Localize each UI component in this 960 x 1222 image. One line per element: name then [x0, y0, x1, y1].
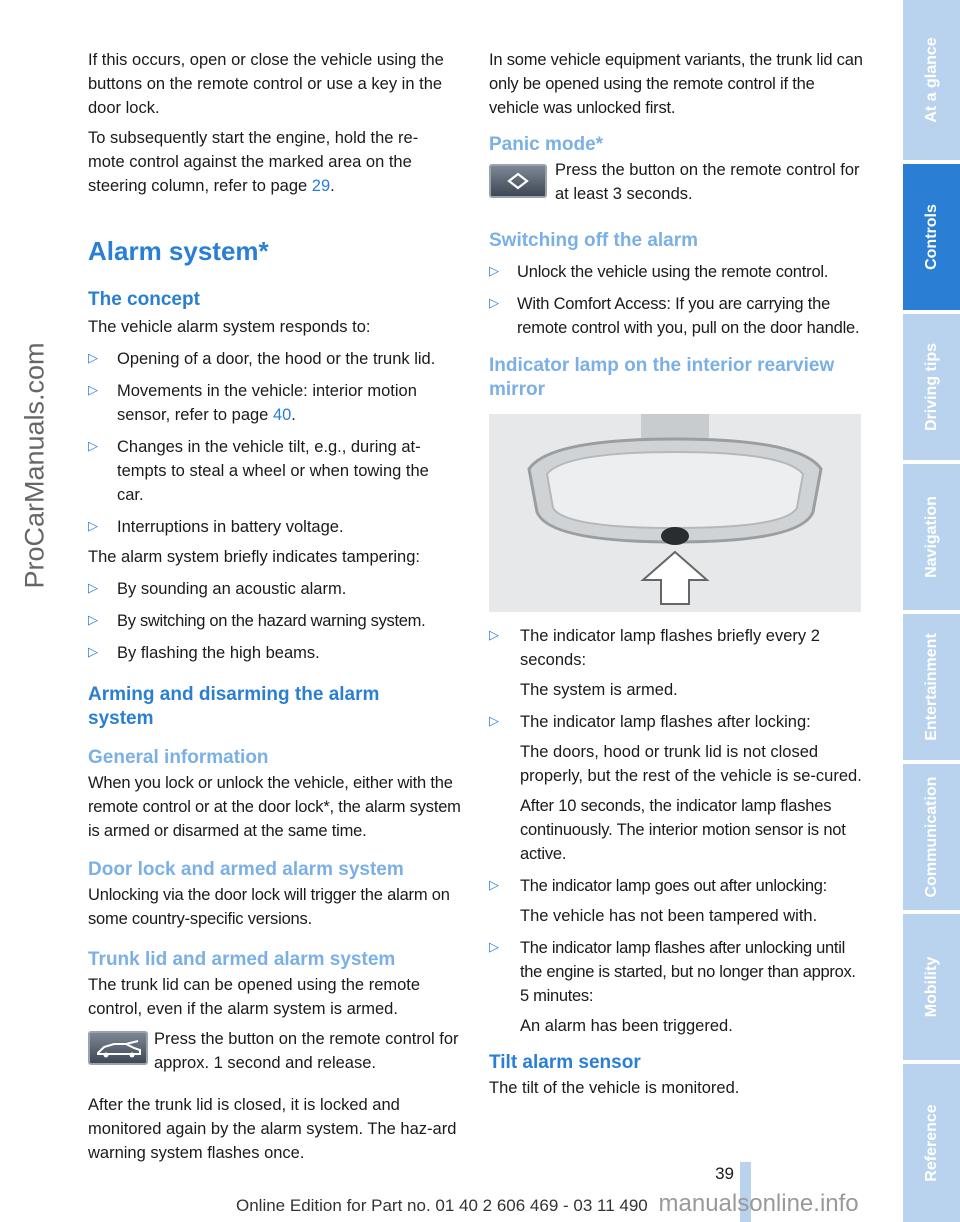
list-item [88, 609, 464, 633]
heading-indicator-lamp: Indicator lamp on the interior rearview mirror [489, 355, 835, 400]
list-item [88, 641, 464, 665]
intro-paragraph: If this occurs, open or close the vehicle using the buttons on the remote control or use a key in the door lock. [88, 51, 444, 117]
bullet-icon: ▷ [88, 518, 98, 533]
tab-communication[interactable]: Communication [903, 764, 960, 910]
left-column [88, 48, 464, 1165]
mirror-figure [489, 414, 861, 612]
panic-button-image [489, 164, 547, 198]
list-item-text: With Comfort Access: If you are carrying the remote control with you, pull on the door handle. [517, 295, 860, 337]
intro2-line1: To subsequently start the engine, hold the re- [88, 129, 419, 147]
tilt-text: The tilt of the vehicle is monitored. [489, 1079, 740, 1097]
list-item [88, 379, 464, 427]
list-item-text: Interruptions in battery voltage. [117, 518, 344, 536]
heading-arming: Arming and disarming the alarm system [88, 684, 380, 729]
trunk-button-row [88, 1027, 464, 1083]
panic-text: Press the button on the remote control for at least 3 seconds. [555, 161, 860, 203]
tab-entertainment[interactable]: Entertainment [903, 614, 960, 760]
list-item-text: The indicator lamp goes out after unlocking: [520, 877, 827, 895]
bullet-icon: ▷ [88, 644, 98, 659]
tamper-list [88, 577, 464, 665]
tamper-text: The alarm system briefly indicates tampering: [88, 548, 420, 566]
tab-at-a-glance[interactable]: At a glance [903, 0, 960, 160]
watermark: ProCarManuals.com [19, 342, 50, 589]
variants-text: In some vehicle equipment variants, the trunk lid can only be opened using the remote control if the vehicle was unlocked first. [489, 51, 863, 117]
general-text: When you lock or unlock the vehicle, either with the remote control or at the door lock*, the alarm system is armed or disarmed at the same time. [88, 774, 461, 840]
list-item-text: Movements in the vehicle: interior motion sensor, refer to page 40. [117, 382, 417, 424]
concept-text: The vehicle alarm system responds to: [88, 318, 371, 336]
tab-controls[interactable]: Controls [903, 164, 960, 310]
panic-icon [491, 166, 545, 196]
rearview-mirror-illustration [489, 414, 861, 612]
heading-door-lock: Door lock and armed alarm system [88, 859, 404, 880]
list-item [489, 874, 863, 928]
heading-trunk-lid: Trunk lid and armed alarm system [88, 949, 396, 970]
list-item-text: The indicator lamp flashes after locking: [520, 713, 811, 731]
intro2-line3: steering column, refer to page [88, 177, 312, 195]
list-item-subtext: The system is armed. [520, 681, 678, 699]
intro2-line2: mote control against the marked area on the [88, 153, 412, 171]
list-item [88, 435, 464, 507]
bullet-icon: ▷ [88, 612, 98, 627]
list-item [489, 624, 863, 702]
bullet-icon: ▷ [88, 580, 98, 595]
list-item-subtext: After 10 seconds, the indicator lamp flashes continuously. The interior motion sensor is not active. [520, 797, 846, 863]
trunk-button-text: Press the button on the remote control for approx. 1 second and release. [154, 1030, 459, 1072]
bullet-icon: ▷ [489, 877, 499, 892]
list-item-text: By flashing the high beams. [117, 644, 320, 662]
list-item-text: The indicator lamp flashes after unlocking until the engine is started, but no longer than approx. 5 minutes: [520, 939, 856, 1005]
list-item-subtext: The vehicle has not been tampered with. [520, 907, 818, 925]
heading-switching-off: Switching off the alarm [489, 230, 699, 251]
list-item [489, 710, 863, 866]
intro2-end: . [330, 177, 335, 195]
list-item-text: Unlock the vehicle using the remote control. [517, 263, 829, 281]
list-item-text: By sounding an acoustic alarm. [117, 580, 347, 598]
list-item-text: Changes in the vehicle tilt, e.g., during at- tempts to steal a wheel or when towing the car. [117, 438, 429, 504]
page-link-29[interactable]: 29 [311, 177, 331, 195]
list-item [489, 260, 863, 284]
heading-panic-mode: Panic mode* [489, 134, 604, 155]
tab-driving-tips[interactable]: Driving tips [903, 314, 960, 460]
list-item [489, 936, 863, 1038]
heading-concept: The concept [88, 289, 200, 310]
footer-text: Online Edition for Part no. 01 40 2 606 469 - 03 11 490 manualsonline.info [236, 1190, 859, 1217]
engine-start-paragraph [88, 126, 464, 198]
bullet-icon: ▷ [489, 713, 499, 728]
bullet-icon: ▷ [88, 438, 98, 453]
bullet-icon: ▷ [88, 350, 98, 365]
switch-list [489, 260, 863, 340]
heading-alarm-system: Alarm system* [88, 236, 269, 266]
list-item-text: Opening of a door, the hood or the trunk lid. [117, 350, 436, 368]
tab-mobility[interactable]: Mobility [903, 914, 960, 1060]
bullet-icon: ▷ [489, 263, 499, 278]
responds-list [88, 347, 464, 539]
right-column [489, 48, 863, 1100]
list-item-subtext: An alarm has been triggered. [520, 1017, 733, 1035]
tab-reference[interactable]: Reference [903, 1064, 960, 1222]
trunk-button-image [88, 1031, 148, 1065]
panic-button-row [489, 158, 863, 216]
bullet-icon: ▷ [88, 382, 98, 397]
list-item [489, 292, 863, 340]
door-lock-text: Unlocking via the door lock will trigger the alarm on some country-specific versions. [88, 886, 450, 928]
bullet-icon: ▷ [489, 939, 499, 954]
list-item [88, 515, 464, 539]
list-item [88, 347, 464, 371]
list-item-subtext: The doors, hood or trunk lid is not closed properly, but the rest of the vehicle is se-cured. [520, 743, 862, 785]
heading-tilt-alarm: Tilt alarm sensor [489, 1052, 641, 1073]
list-item-text: The indicator lamp flashes briefly every 2 seconds: [520, 627, 820, 669]
heading-general-information: General information [88, 747, 269, 768]
after-trunk-text: After the trunk lid is closed, it is locked and monitored again by the alarm system. The haz-ard warning system flashes once. [88, 1096, 457, 1162]
page-link-40[interactable]: 40 [272, 406, 292, 424]
list-item-text: By switching on the hazard warning system. [117, 612, 426, 630]
lamp-list [489, 624, 863, 1038]
bullet-icon: ▷ [489, 295, 499, 310]
car-trunk-icon [90, 1033, 146, 1063]
list-item [88, 577, 464, 601]
trunk-text: The trunk lid can be opened using the remote control, even if the alarm system is armed. [88, 976, 421, 1018]
bullet-icon: ▷ [489, 627, 499, 642]
tab-navigation[interactable]: Navigation [903, 464, 960, 610]
page-number: 39 [715, 1164, 734, 1183]
